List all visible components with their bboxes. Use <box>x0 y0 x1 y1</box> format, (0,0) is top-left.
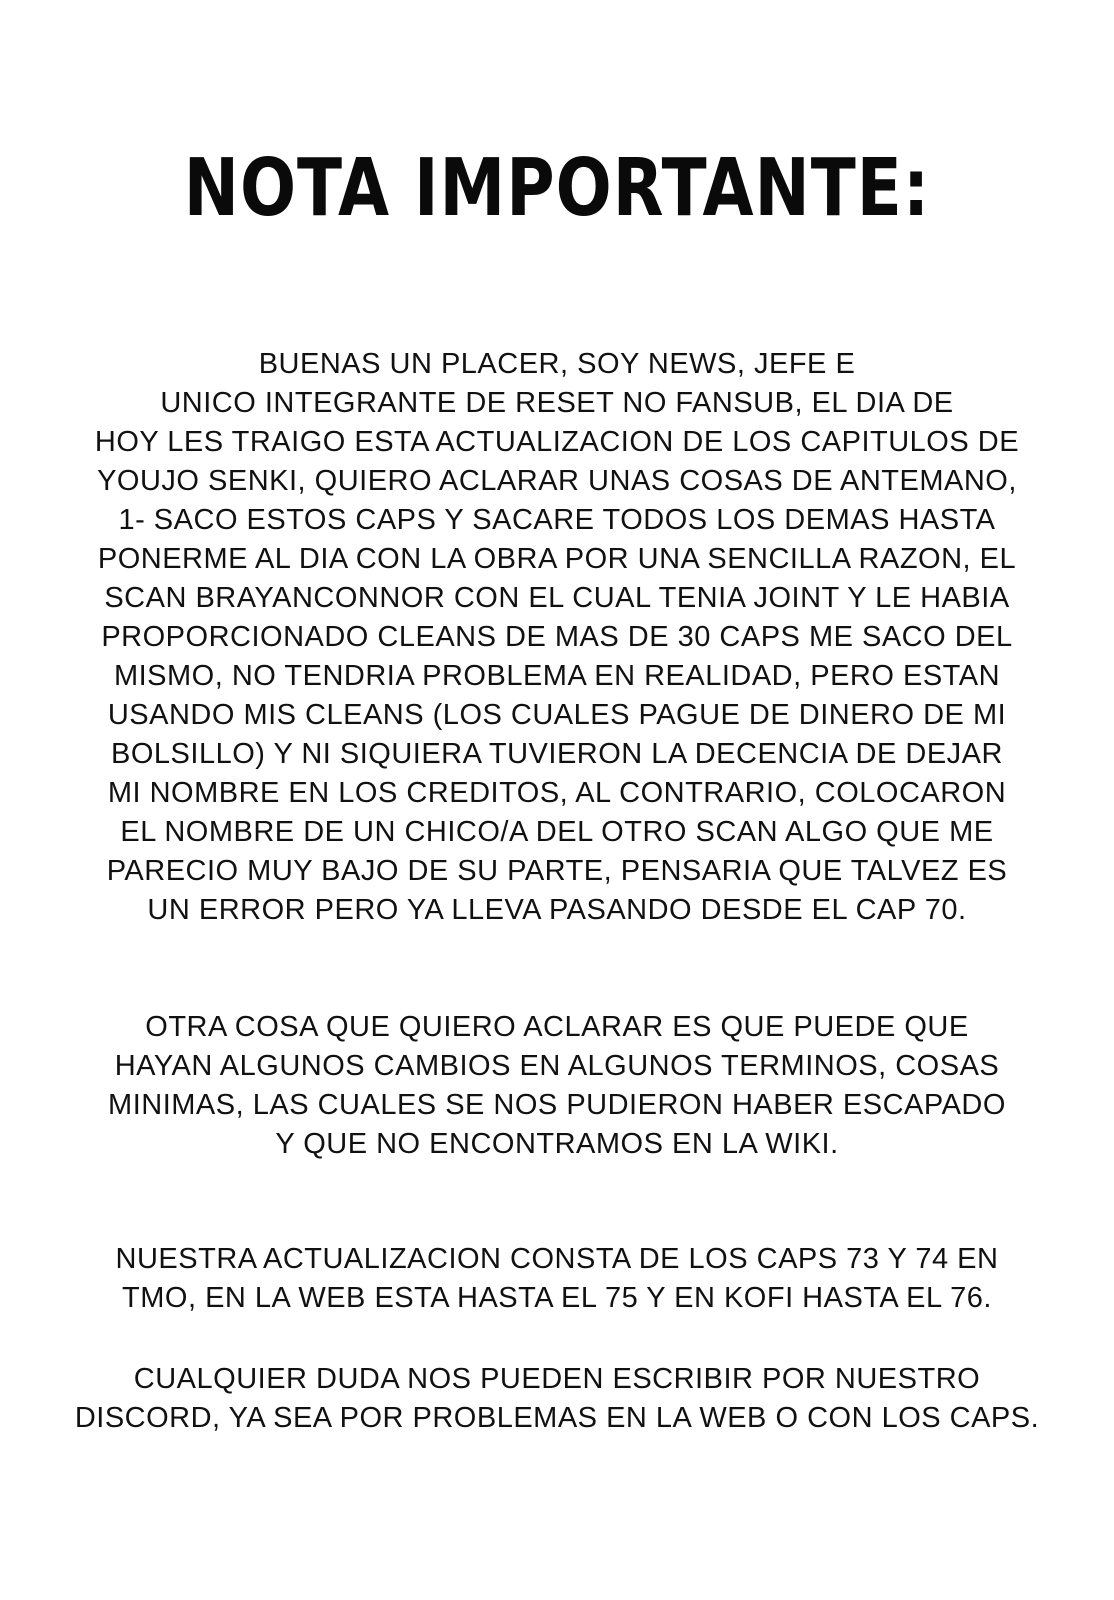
page-title: NOTA IMPORTANTE: <box>183 142 931 235</box>
text-line: MI NOMBRE EN LOS CREDITOS, AL CONTRARIO, COLOCARON <box>107 777 1007 809</box>
text-line: DISCORD, YA SEA POR PROBLEMAS EN LA WEB O CON LOS CAPS. <box>74 1402 1040 1434</box>
text-line: BUENAS UN PLACER, SOY NEWS, JEFE E <box>258 348 856 380</box>
text-line: MISMO, NO TENDRIA PROBLEMA EN REALIDAD, PERO ESTAN <box>113 660 1001 692</box>
paragraph-changes <box>60 1008 1054 1164</box>
paragraph-contact <box>60 1360 1054 1438</box>
text-line: UN ERROR PERO YA LLEVA PASANDO DESDE EL CAP 70. <box>147 894 967 926</box>
text-line: UNICO INTEGRANTE DE RESET NO FANSUB, EL DIA DE <box>160 387 954 419</box>
text-line: BOLSILLO) Y NI SIQUIERA TUVIERON LA DECENCIA DE DEJAR <box>111 738 1003 770</box>
text-line: SCAN BRAYANCONNOR CON EL CUAL TENIA JOINT Y LE HABIA <box>104 582 1010 614</box>
text-line: PROPORCIONADO CLEANS DE MAS DE 30 CAPS ME SACO DEL <box>101 621 1013 653</box>
text-line: TMO, EN LA WEB ESTA HASTA EL 75 Y EN KOFI HASTA EL 76. <box>122 1282 992 1314</box>
text-line: HAYAN ALGUNOS CAMBIOS EN ALGUNOS TERMINOS, COSAS <box>114 1050 1000 1082</box>
text-line: CUALQUIER DUDA NOS PUEDEN ESCRIBIR POR NUESTRO <box>133 1363 981 1395</box>
text-line: 1- SACO ESTOS CAPS Y SACARE TODOS LOS DEMAS HASTA <box>118 504 996 536</box>
text-line: NUESTRA ACTUALIZACION CONSTA DE LOS CAPS 73 Y 74 EN <box>115 1243 999 1275</box>
text-line: OTRA COSA QUE QUIERO ACLARAR ES QUE PUEDE QUE <box>145 1011 969 1043</box>
text-line: PONERME AL DIA CON LA OBRA POR UNA SENCILLA RAZON, EL <box>97 543 1017 575</box>
text-line: HOY LES TRAIGO ESTA ACTUALIZACION DE LOS CAPITULOS DE <box>94 426 1020 458</box>
text-line: PARECIO MUY BAJO DE SU PARTE, PENSARIA QUE TALVEZ ES <box>106 855 1008 887</box>
text-line: Y QUE NO ENCONTRAMOS EN LA WIKI. <box>275 1128 839 1160</box>
text-line: YOUJO SENKI, QUIERO ACLARAR UNAS COSAS DE ANTEMANO, <box>97 465 1017 497</box>
paragraph-update <box>60 1240 1054 1318</box>
text-line: EL NOMBRE DE UN CHICO/A DEL OTRO SCAN ALGO QUE ME <box>120 816 994 848</box>
text-line: USANDO MIS CLEANS (LOS CUALES PAGUE DE DINERO DE MI <box>107 699 1007 731</box>
text-line: MINIMAS, LAS CUALES SE NOS PUDIERON HABER ESCAPADO <box>108 1089 1006 1121</box>
paragraph-intro <box>60 345 1054 930</box>
